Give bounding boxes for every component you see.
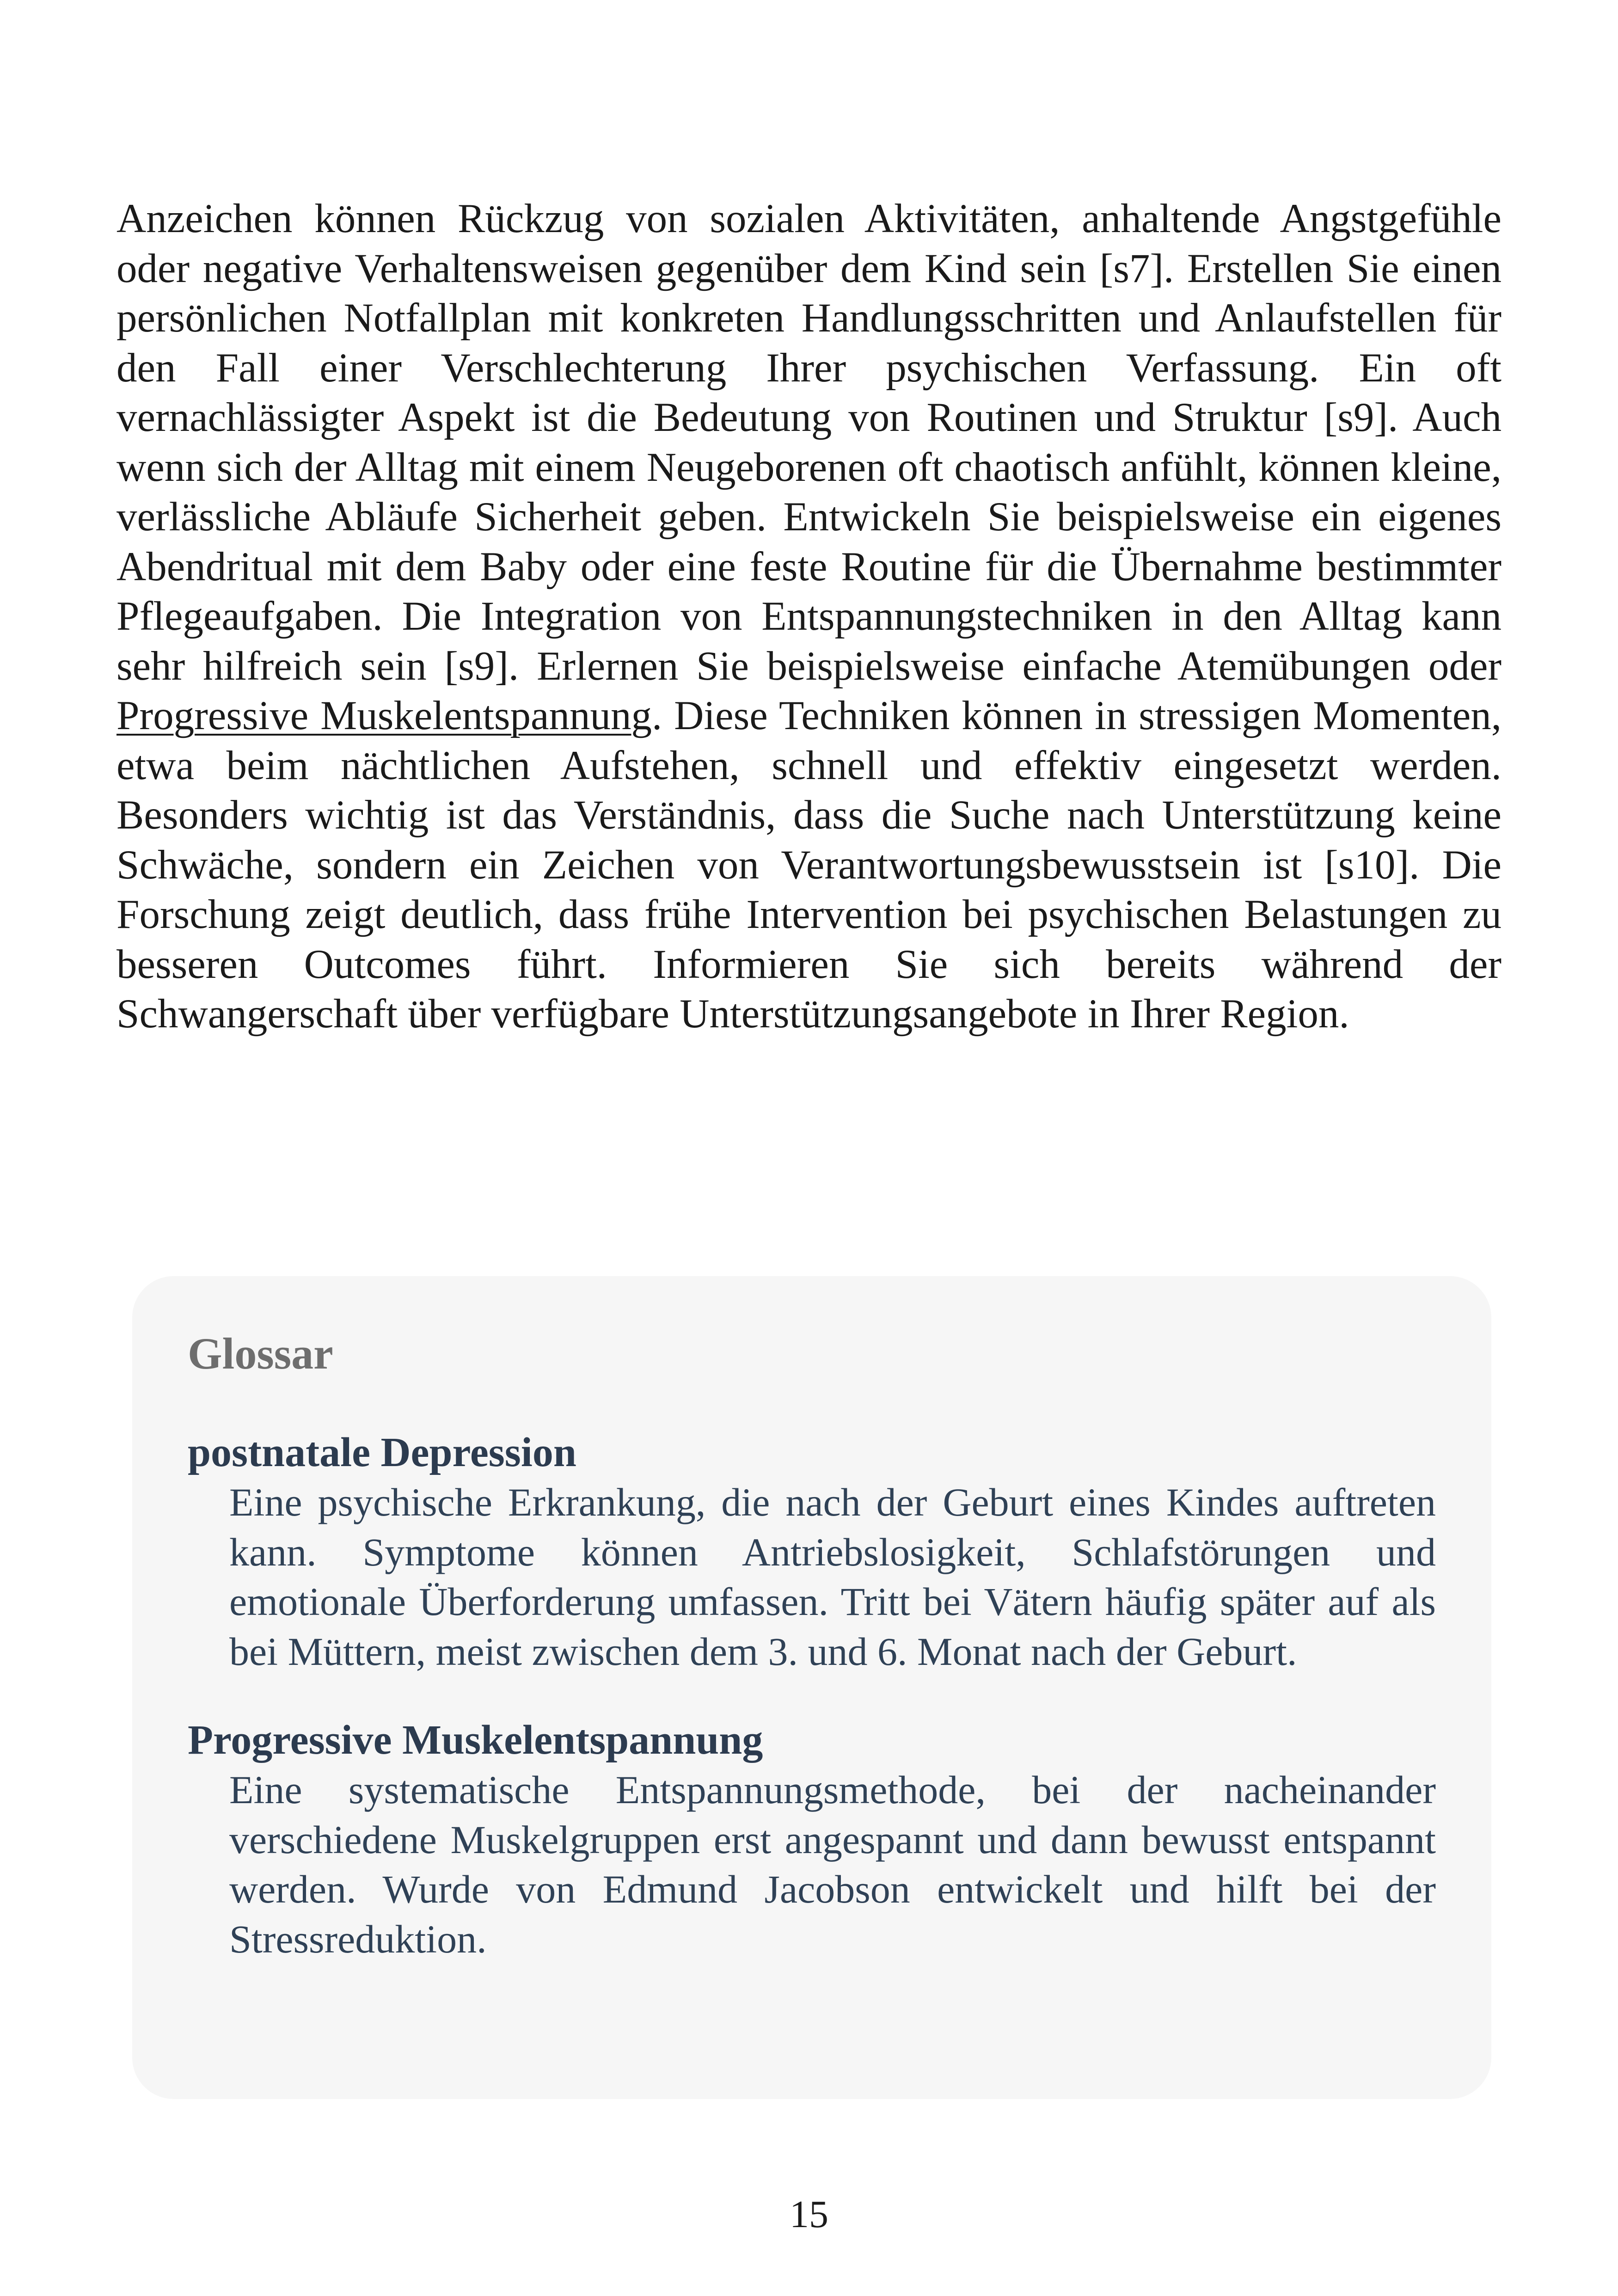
glossary-box <box>132 1276 1491 2099</box>
body-text-after-link: . Diese Techniken können in stressigen Momenten, etwa beim nächtlichen Aufstehen, schnell und effektiv eingesetzt werden. Besonders wichtig ist das Verständnis, dass die Suche nach Unterstützung keine Schwäche, sondern ein Zeichen von Verantwortungsbewusstsein ist [s10]. Die Forschung zeigt deutlich, dass frühe Intervention bei psychischen Belastungen zu besseren Outcomes führt. Informieren Sie sich bereits während der Schwangerschaft über verfügbare Unterstützungsangebote in Ihrer Region. <box>116 693 1502 1037</box>
glossary-link-progressive-muskelentspannung[interactable]: Progressive Muskelentspannung <box>116 693 652 738</box>
glossary-term: postnatale Depression <box>188 1430 576 1475</box>
body-paragraph <box>116 194 1502 1039</box>
body-text-before-link: Anzeichen können Rückzug von sozialen Aktivitäten, anhaltende Angstgefühle oder negative Verhaltensweisen gegenüber dem Kind sein [s7]. Erstellen Sie einen persönlichen Notfallplan mit konkreten Handlungsschritten und Anlaufstellen für den Fall einer Verschlechterung Ihrer psychischen Verfassung. Ein oft vernachlässigter Aspekt ist die Bedeutung von Routinen und Struktur [s9]. Auch wenn sich der Alltag mit einem Neugeborenen oft chaotisch anfühlt, können kleine, verlässliche Abläufe Sicherheit geben. Entwickeln Sie beispielsweise ein eigenes Abendritual mit dem Baby oder eine feste Routine für die Übernahme bestimmter Pflegeaufgaben. Die Integration von Entspannungstechniken in den Alltag kann sehr hilfreich sein [s9]. Erlernen Sie beispielsweise einfache Atemübungen oder <box>116 196 1502 689</box>
glossary-title: Glossar <box>188 1329 333 1378</box>
glossary-term: Progressive Muskelentspannung <box>188 1717 763 1763</box>
glossary-definition: Eine systematische Entspannungsmethode, bei der nacheinander verschiedene Muskelgruppen erst angespannt und dann bewusst entspannt werden. Wurde von Edmund Jacobson entwickelt und hilft bei der Stressreduktion. <box>229 1768 1436 1961</box>
page-number: 15 <box>790 2193 828 2236</box>
glossary-definition: Eine psychische Erkrankung, die nach der Geburt eines Kindes auftreten kann. Symptome können Antriebslosigkeit, Schlafstörungen und emotionale Überforderung umfassen. Tritt bei Vätern häufig später auf als bei Müttern, meist zwischen dem 3. und 6. Monat nach der Geburt. <box>229 1480 1436 1674</box>
